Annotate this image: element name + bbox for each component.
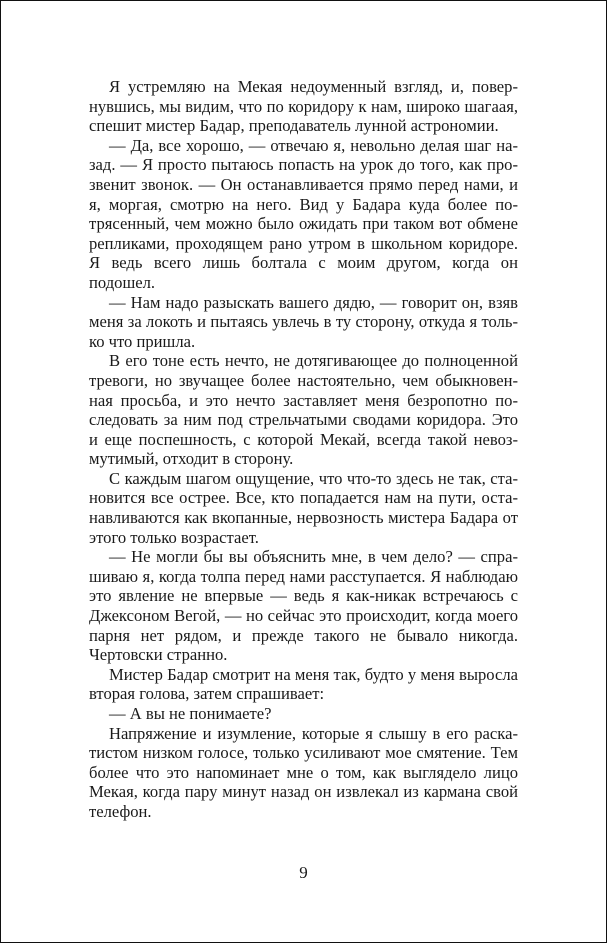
paragraph: Мистер Бадар смотрит на меня так, будто у меня выросла вторая голова, затем спрашивает: [89, 664, 518, 704]
paragraph: — А вы не понимаете? [109, 704, 272, 723]
body-text [89, 77, 518, 822]
page-number: 9 [299, 863, 308, 882]
paragraph: Напряжение и изумление, которые я слышу в его раскатистом низком голосе, только усиливают мое смятение. Тем более что это напоминает мне о том, как выглядело лицо Мекая, когда пару минут назад он извлекал из кармана свой телефон. [89, 723, 518, 821]
paragraph: Я устремляю на Мекая недоуменный взгляд, и, повернувшись, мы видим, что по коридору к нам, широко шагаая, спешит мистер Бадар, преподаватель лунной астрономии. [89, 77, 518, 136]
paragraph: В его тоне есть нечто, не дотягивающее до полноценной тревоги, но звучащее более настоятельно, чем обыкновенная просьба, и это нечто заставляет меня безропотно последовать за ним под стрельчатыми сводами коридора. Это и еще поспешность, с которой Мекай, всегда такой невозмутимый, отходит в сторону. [89, 351, 518, 469]
paragraph: С каждым шагом ощущение, что что-то здесь не так, становится все острее. Все, кто попадается нам на пути, останавливаются как вкопанные, нервозность мистера Бадара от этого только возрастает. [89, 468, 518, 547]
paragraph: — Да, все хорошо, — отвечаю я, невольно делая шаг назад. — Я просто пытаюсь попасть на урок до того, как прозвенит звонок. — Он останавливается прямо перед нами, и я, моргая, смотрю на него. Вид у Бадара куда более потрясенный, чем можно было ожидать при таком вот обмене репликами, проходящем рано утром в школьном коридоре. Я ведь всего лишь болтала с моим другом, когда он подошел. [89, 135, 518, 292]
paragraph: — Не могли бы вы объяснить мне, в чем дело? — спрашиваю я, когда толпа перед нами расступается. Я наблюдаю это явление не впервые — ведь я как-никак встречаюсь с Джексоном Вегой, — но сейчас это происходит, когда моего парня нет рядом, и прежде такого не бывало никогда. Чертовски странно. [89, 547, 518, 665]
paragraph: — Нам надо разыскать вашего дядю, — говорит он, взяв меня за локоть и пытаясь увлечь в ту сторону, откуда я только что пришла. [89, 292, 518, 351]
